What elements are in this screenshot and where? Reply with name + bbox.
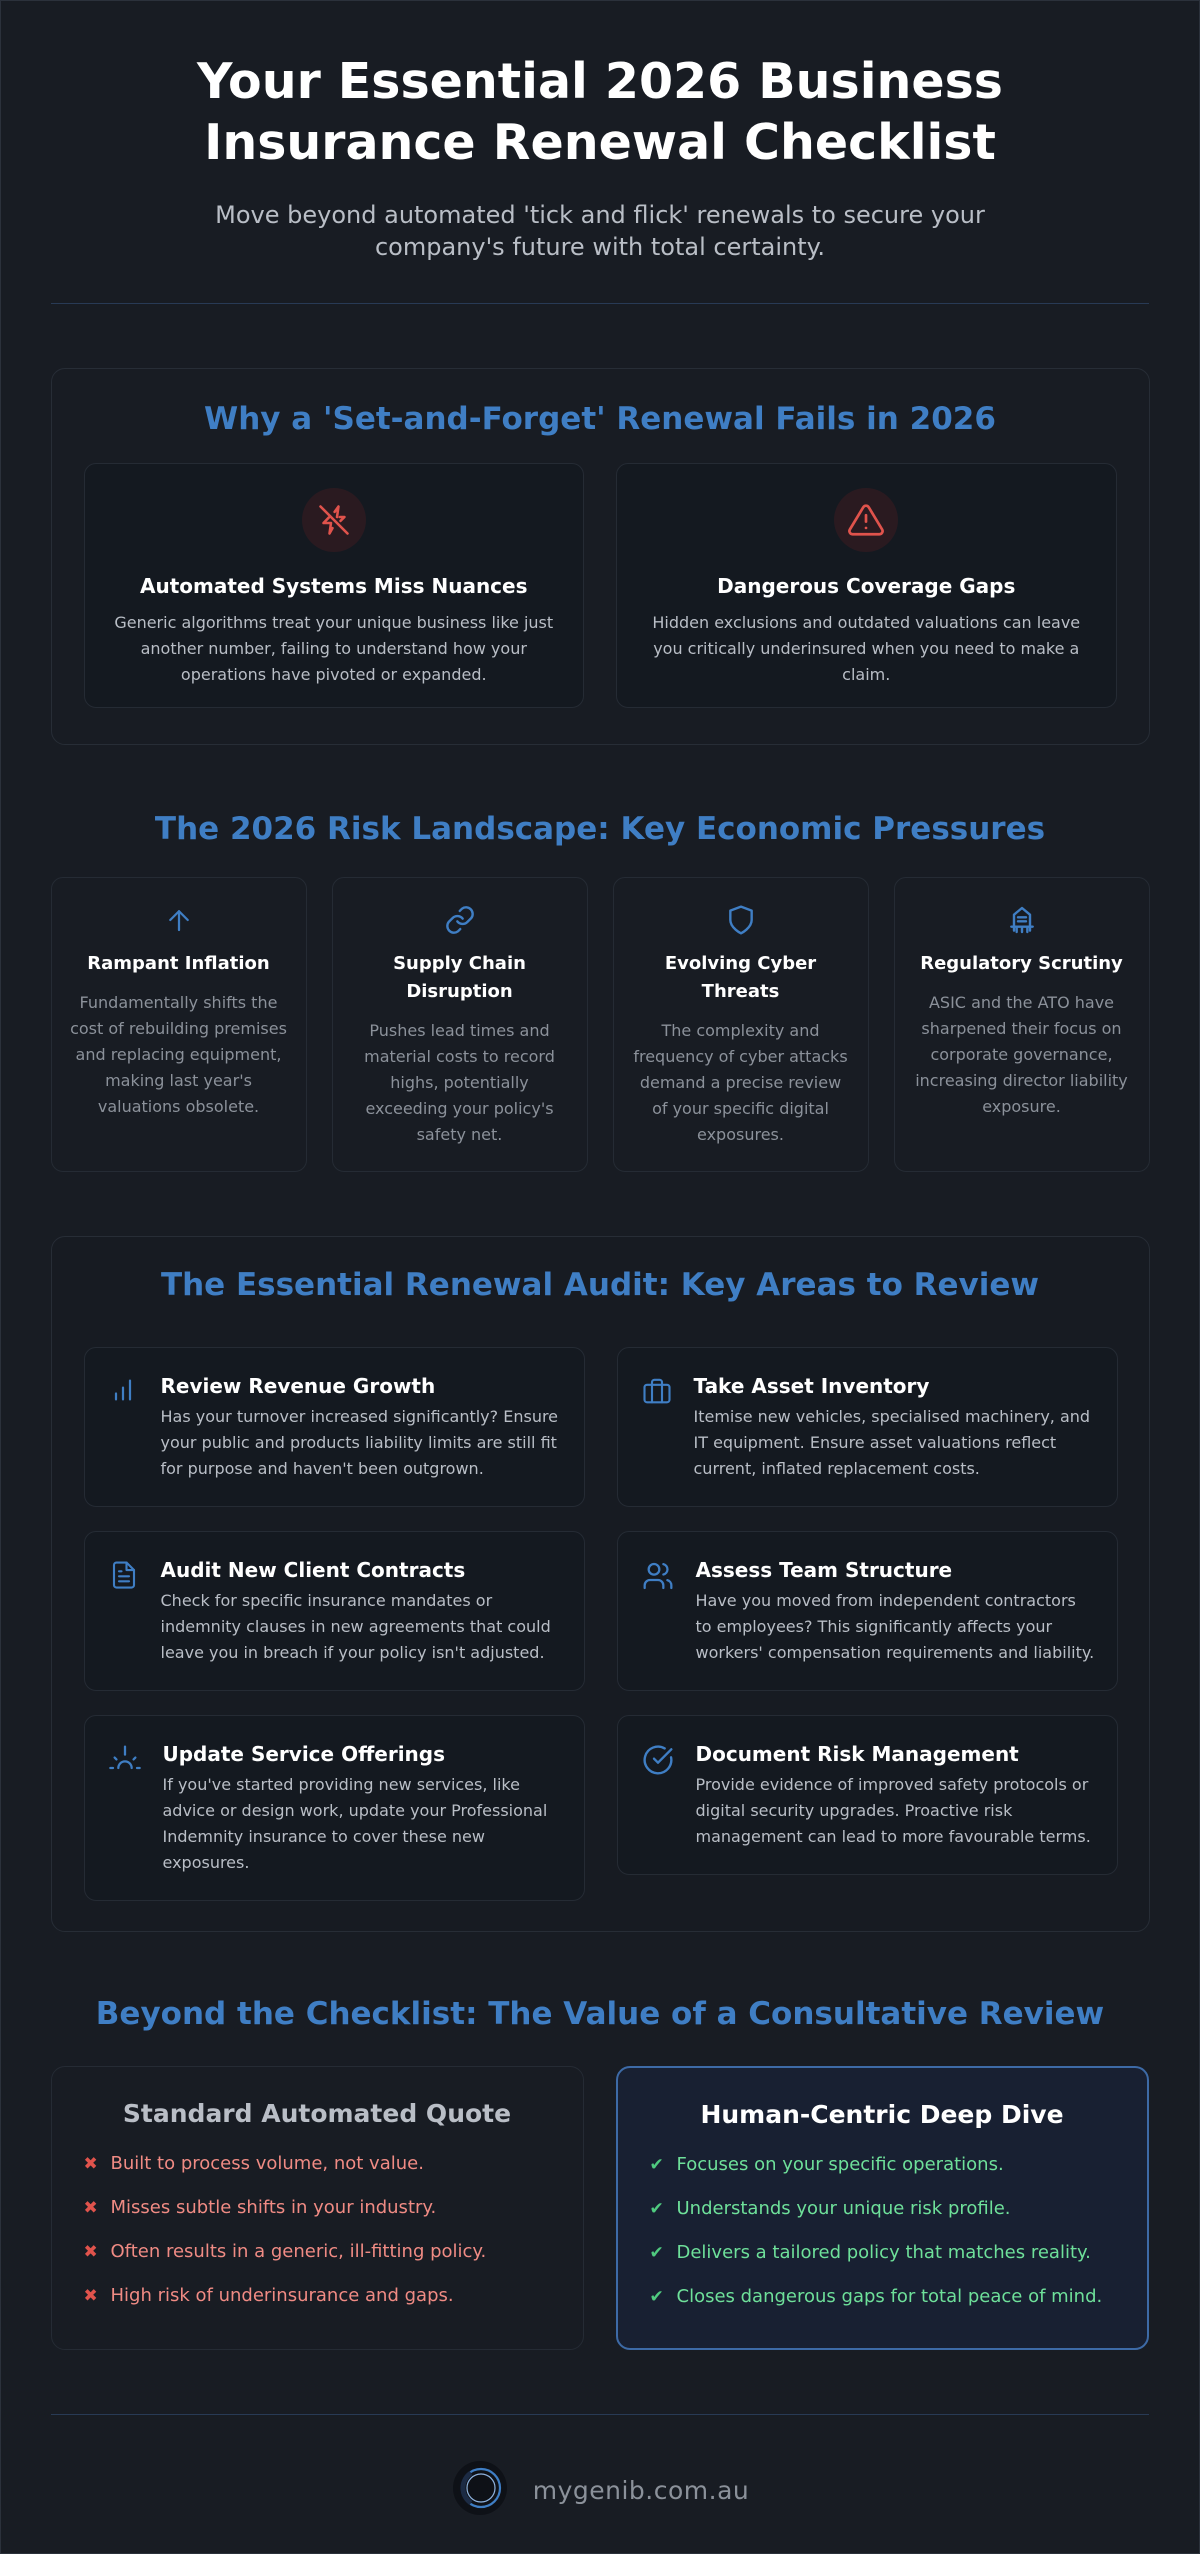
risk-card [51,877,307,1172]
audit-item-text: Have you moved from independent contractors to employees? This significantly affects your workers' compensation requirements and liability. [695,1591,1095,1662]
why-card-title: Automated Systems Miss Nuances [140,574,528,598]
why-card-text: Generic algorithms treat your unique business like just another number, failing to understand how your operations have pivoted or expanded. [114,613,554,684]
comparison-title: Beyond the Checklist: The Value of a Consultative Review [95,1996,1105,2032]
page-subtitle: Move beyond automated 'tick and flick' renewals to secure your company's future with total certainty. [215,201,985,261]
shield-icon [632,900,850,940]
arrow-up-icon [70,900,288,940]
comparison-panels [51,2066,1150,2350]
bar-chart-icon [109,1376,139,1408]
list-item: ✖ Often results in a generic, ill-fitting policy. [84,2240,583,2284]
risk-card-title: Evolving Cyber Threats [664,953,817,1002]
risk-card [613,877,869,1172]
risk-card-title: Rampant Inflation [87,953,270,974]
audit-item [84,1347,585,1507]
link-icon [351,900,569,940]
risk-card-text: Pushes lead times and material costs to record highs, potentially exceeding your policy's safety net. [364,1021,555,1144]
audit-section-title: The Essential Renewal Audit: Key Areas to Review [160,1267,1040,1303]
cross-icon: ✖ [83,2198,98,2218]
check-icon: ✔ [649,2155,664,2175]
list-item: ✔ Closes dangerous gaps for total peace of mind. [650,2285,1147,2329]
list-item: ✖ High risk of underinsurance and gaps. [84,2284,583,2328]
risk-card-text: The complexity and frequency of cyber attacks demand a precise review of your specific digital exposures. [633,1021,848,1144]
cross-icon: ✖ [83,2242,98,2262]
zap-off-icon [302,488,366,552]
check-circle-icon [642,1744,674,1780]
risk-card [332,877,588,1172]
risk-card-title: Supply Chain Disruption [393,953,526,1002]
list-item: ✖ Built to process volume, not value. [84,2152,583,2196]
list-item: ✔ Delivers a tailored policy that matches reality. [650,2241,1147,2285]
list-item: ✖ Misses subtle shifts in your industry. [84,2196,583,2240]
standard-quote-panel [51,2066,584,2350]
audit-item-text: Has your turnover increased significantly? Ensure your public and products liability limits are still fit for purpose and haven't been outgrown. [160,1407,559,1478]
standard-panel-title: Standard Automated Quote [122,2099,512,2128]
audit-section [51,1236,1150,1932]
why-section-title: Why a 'Set-and-Forget' Renewal Fails in 2026 [204,401,996,437]
footer-divider [51,2414,1149,2415]
cross-icon: ✖ [83,2154,98,2174]
audit-item-title: Review Revenue Growth [160,1374,436,1398]
risk-card-title: Regulatory Scrutiny [920,953,1123,974]
audit-item [617,1347,1118,1507]
audit-item-text: Check for specific insurance mandates or indemnity clauses in new agreements that could leave you in breach if your policy isn't adjusted. [160,1591,551,1662]
risk-card-text: Fundamentally shifts the cost of rebuilding premises and replacing equipment, making last year's valuations obsolete. [70,993,287,1116]
human-panel-title: Human-Centric Deep Dive [700,2100,1064,2129]
briefcase-icon [642,1376,672,1410]
check-icon: ✔ [649,2287,664,2307]
landmark-icon [913,900,1131,940]
why-card [84,463,585,708]
risk-grid [51,877,1150,1172]
sunrise-icon [109,1744,141,1780]
audit-item-title: Document Risk Management [695,1742,1019,1766]
audit-item [617,1715,1118,1875]
audit-item-title: Update Service Offerings [162,1742,446,1766]
why-card-title: Dangerous Coverage Gaps [717,574,1016,598]
check-icon: ✔ [649,2199,664,2219]
page-title: Your Essential 2026 Business Insurance Renewal Checklist [197,53,1003,171]
audit-item-text: If you've started providing new services, like advice or design work, update your Professional Indemnity insurance to cover these new exposures. [162,1775,548,1872]
check-icon: ✔ [649,2243,664,2263]
why-section [51,368,1150,745]
document-icon [109,1560,139,1594]
header-divider [51,303,1149,304]
audit-item [84,1531,585,1691]
audit-item-title: Audit New Client Contracts [160,1558,466,1582]
audit-item-text: Provide evidence of improved safety protocols or digital security upgrades. Proactive risk management can lead to more favourable terms. [695,1775,1091,1846]
website-link[interactable]: mygenib.com.au [532,2475,750,2505]
risk-card-text: ASIC and the ATO have sharpened their focus on corporate governance, increasing director liability exposure. [915,993,1128,1116]
audit-item [84,1715,585,1901]
audit-item-title: Take Asset Inventory [693,1374,930,1398]
human-review-panel [616,2066,1149,2350]
why-card [616,463,1117,708]
why-card-text: Hidden exclusions and outdated valuations can leave you critically underinsured when you need to make a claim. [652,613,1081,684]
hero-header [1,1,1199,263]
audit-item-text: Itemise new vehicles, specialised machinery, and IT equipment. Ensure asset valuations reflect current, inflated replacement costs. [693,1407,1091,1478]
audit-item [617,1531,1118,1691]
genib-logo-icon [451,2459,509,2521]
audit-item-title: Assess Team Structure [695,1558,953,1582]
footer [1,2459,1199,2521]
warning-triangle-icon [834,488,898,552]
list-item: ✔ Focuses on your specific operations. [650,2153,1147,2197]
risk-section-title: The 2026 Risk Landscape: Key Economic Pressures [154,811,1046,847]
users-icon [642,1560,674,1596]
list-item: ✔ Understands your unique risk profile. [650,2197,1147,2241]
cross-icon: ✖ [83,2286,98,2306]
risk-card [894,877,1150,1172]
